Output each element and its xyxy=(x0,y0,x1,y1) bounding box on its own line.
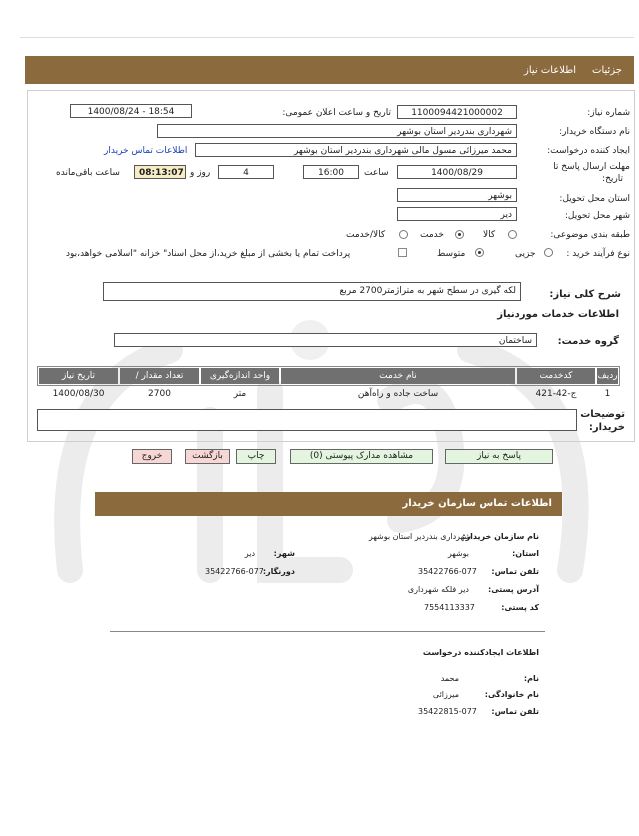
col-unit: واحد اندازه‌گیری xyxy=(201,368,279,384)
col-service-code: کدخدمت xyxy=(517,368,595,384)
city-label: شهر محل تحویل: xyxy=(564,211,630,221)
summary-label: شرح کلی نیاز: xyxy=(549,289,621,300)
tab-need-info[interactable]: اطلاعات نیاز xyxy=(524,65,576,76)
contact-divider xyxy=(110,631,545,632)
table-row-unit: متر xyxy=(233,389,247,399)
creator-phone-value: 35422815-077 xyxy=(418,707,477,716)
treasury-payment-checkbox[interactable] xyxy=(398,248,407,257)
contact-postal-value: 7554113337 xyxy=(424,603,475,612)
contact-fax-value: 35422766-077 xyxy=(205,567,264,576)
service-group-label: گروه خدمت: xyxy=(557,336,619,347)
creator-name-value: محمد xyxy=(440,674,459,683)
contact-address-value: دیر فلکه شهرداری xyxy=(407,585,469,594)
announce-field: 1400/08/24 - 18:54 xyxy=(70,104,192,118)
buyer-desc-label-2: خریدار: xyxy=(588,422,625,433)
creator-info-title: اطلاعات ایجادکننده درخواست xyxy=(422,648,539,657)
table-row-code: ج-42-421 xyxy=(535,389,577,399)
summary-field: لکه گیری در سطح شهر به متراژمتر2700 مربع xyxy=(103,282,521,301)
services-section-title: اطلاعات خدمات موردنیاز xyxy=(497,309,619,320)
buyer-contact-link[interactable]: اطلاعات تماس خریدار xyxy=(104,146,188,156)
process-medium-radio[interactable] xyxy=(475,248,484,257)
contact-province-label: استان: xyxy=(512,549,539,558)
deadline-time-field: 16:00 xyxy=(303,165,359,179)
creator-phone-label: تلفن تماس: xyxy=(491,707,539,716)
contact-city-label: شهر: xyxy=(273,549,295,558)
deadline-date-field: 1400/08/29 xyxy=(397,165,517,179)
province-label: استان محل تحویل: xyxy=(559,194,630,204)
contact-postal-label: کد پستی: xyxy=(501,603,539,612)
tab-details[interactable]: جزئیات xyxy=(592,65,622,76)
table-row-quantity: 2700 xyxy=(148,389,171,399)
creator-label: ایجاد کننده درخواست: xyxy=(547,146,630,156)
process-partial-radio[interactable] xyxy=(544,248,553,257)
creator-family-value: میرزائی xyxy=(432,690,459,699)
city-field: دیر xyxy=(397,207,517,221)
category-goods-radio[interactable] xyxy=(508,230,517,239)
process-label: نوع فرآیند خرید : xyxy=(566,249,630,259)
category-service-label: خدمت xyxy=(420,230,444,240)
service-group-field: ساختمان xyxy=(114,333,537,347)
col-service-name: نام خدمت xyxy=(281,368,515,384)
col-need-date: تاریخ نیاز xyxy=(39,368,118,384)
contact-org-value: شهرداری بندردیر استان بوشهر xyxy=(368,532,471,541)
announce-label: تاریخ و ساعت اعلان عمومی: xyxy=(282,108,391,118)
buyer-org-field: شهرداری بندردیر استان بوشهر xyxy=(157,124,517,138)
deadline-label-2: تاریخ: xyxy=(602,174,623,184)
contact-org-label: نام سازمان خریدار: xyxy=(462,532,539,541)
time-label: ساعت xyxy=(364,168,389,178)
table-row-date: 1400/08/30 xyxy=(52,389,105,399)
category-service-radio[interactable] xyxy=(455,230,464,239)
need-number-label: شماره نیاز: xyxy=(587,108,630,118)
process-medium-label: متوسط xyxy=(437,249,466,259)
creator-field: محمد میرزائی مسول مالی شهرداری بندردیر استان بوشهر xyxy=(195,143,517,157)
day-label: روز و xyxy=(190,168,211,178)
contact-address-label: آدرس پستی: xyxy=(488,585,539,594)
table-row-name: ساخت جاده و راه‌آهن xyxy=(357,389,439,399)
day-count-field: 4 xyxy=(218,165,274,179)
reply-button[interactable]: پاسخ به نیاز xyxy=(445,449,553,464)
buyer-org-label: نام دستگاه خریدار: xyxy=(559,127,630,137)
category-goods-service-label: کالا/خدمت xyxy=(346,230,386,240)
province-field: بوشهر xyxy=(397,188,517,202)
exit-button[interactable]: خروج xyxy=(132,449,172,464)
col-quantity: / تعداد مقدار xyxy=(120,368,199,384)
col-row-number: ردیف xyxy=(597,368,618,384)
buyer-contact-header xyxy=(95,492,562,516)
buyer-contact-title: اطلاعات تماس سازمان خریدار xyxy=(402,498,552,509)
category-label: طبقه بندی موضوعی: xyxy=(550,230,630,240)
category-goods-label: کالا xyxy=(483,230,496,240)
buyer-desc-field xyxy=(37,409,577,431)
process-partial-label: جزیی xyxy=(515,249,536,259)
buyer-desc-label: توضیحات xyxy=(580,409,625,420)
contact-city-value: دیر xyxy=(244,549,255,558)
page-header xyxy=(25,56,634,84)
contact-phone-label: تلفن تماس: xyxy=(491,567,539,576)
deadline-label: مهلت ارسال پاسخ تا xyxy=(553,162,630,172)
creator-family-label: نام خانوادگی: xyxy=(484,690,539,699)
treasury-payment-note: پرداخت تمام یا بخشی از مبلغ خرید،از محل اسناد" خزانه "اسلامی خواهد،بود xyxy=(66,249,351,259)
contact-fax-label: دورنگار: xyxy=(262,567,295,576)
contact-phone-value: 35422766-077 xyxy=(418,567,477,576)
table-row-number: 1 xyxy=(604,389,611,399)
creator-name-label: نام: xyxy=(523,674,539,683)
contact-province-value: بوشهر xyxy=(447,549,469,558)
remaining-label: ساعت باقی‌مانده xyxy=(56,168,120,178)
need-number-field: 1100094421000002 xyxy=(397,105,517,119)
view-docs-button[interactable]: مشاهده مدارک پیوستی (0) xyxy=(290,449,433,464)
category-goods-service-radio[interactable] xyxy=(399,230,408,239)
print-button[interactable]: چاپ xyxy=(236,449,276,464)
remaining-time-field: 08:13:07 xyxy=(134,165,186,179)
back-button[interactable]: بازگشت xyxy=(185,449,230,464)
top-divider xyxy=(20,37,634,38)
